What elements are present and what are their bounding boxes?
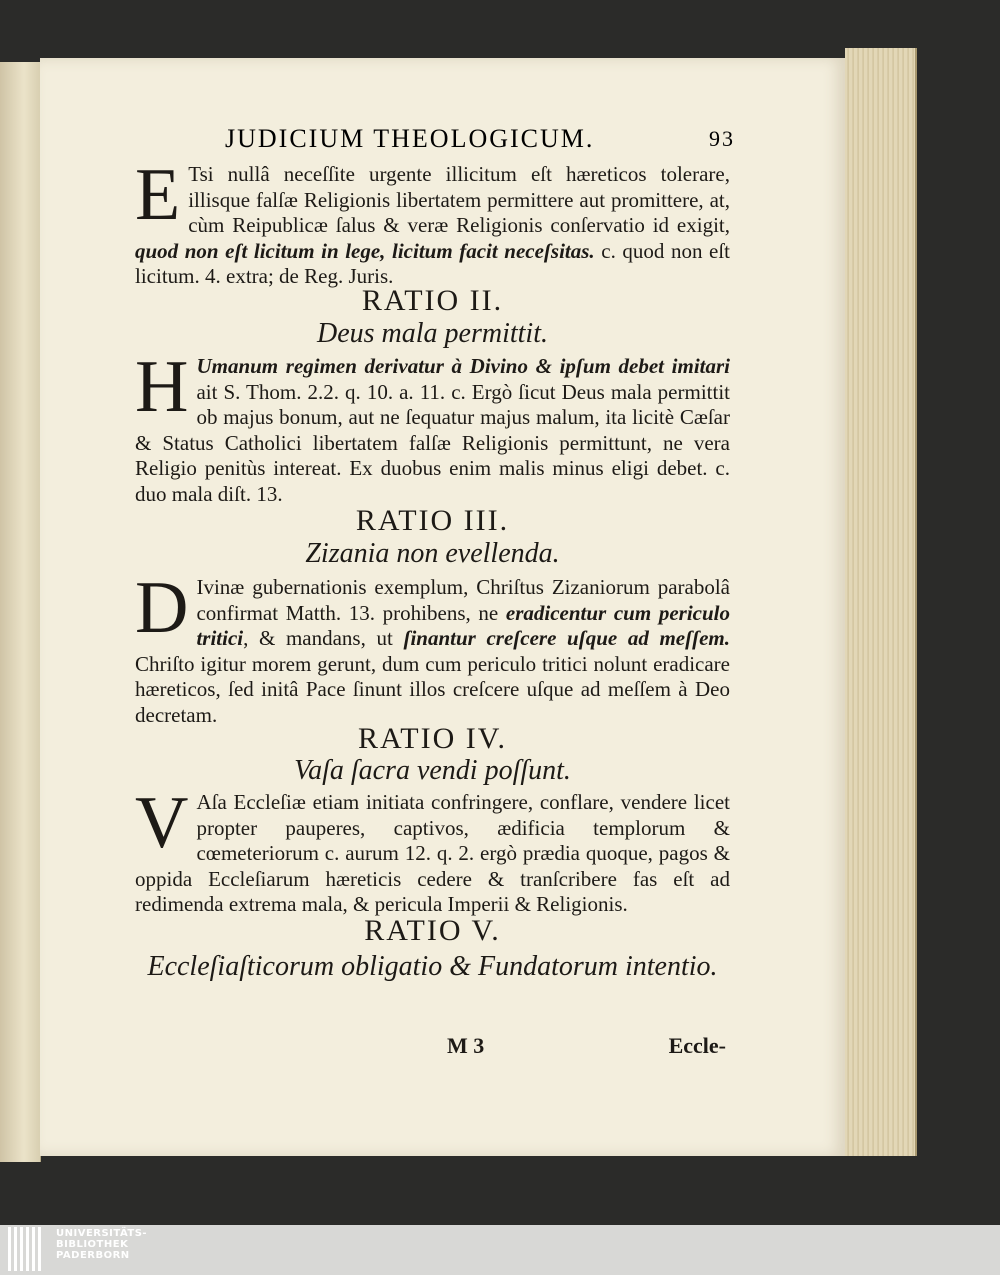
facing-page-edge — [0, 62, 41, 1162]
section-subheading: Zizania non evellenda. — [305, 538, 560, 569]
initial-letter: E — [135, 154, 181, 236]
library-bar — [0, 1225, 1000, 1275]
paragraph-2 — [135, 346, 730, 507]
library-name — [56, 1228, 147, 1261]
paragraph-text: c. quod non eſt licitum. 4. extra; de Reg. Juris. — [135, 238, 731, 288]
library-name-line: PADERBORN — [56, 1250, 130, 1261]
signature-mark: M 3 — [447, 1033, 485, 1058]
paragraph-text: Chriſto igitur morem gerunt, dum cum periculo tritici nolunt eradicare hæreticos, ſed initâ Pace ſinunt illos creſcere uſque ad meſſem à Deo decretam. — [135, 651, 730, 727]
italic-quote: quod non eſt licitum in lege, licitum facit neceſsitas. — [135, 238, 595, 263]
section-heading: RATIO IV. — [357, 722, 508, 755]
catchword: Eccle- — [668, 1033, 726, 1058]
library-name-line: BIBLIOTHEK — [56, 1239, 129, 1250]
paragraph-text: ait S. Thom. 2.2. q. 10. a. 11. c. Ergò ſicut Deus mala permittit ob majus bonum, aut ne ſequatur majus malum, ita licitè Cæſar & Status Catholici libertatem falſæ Religionis permittunt, ne vera Religio penitùs intereat. Ex duobus enim malis minus eligi debet. c. duo mala diſt. 13. — [135, 379, 730, 506]
initial-letter: H — [135, 346, 189, 428]
page-block-edges — [845, 48, 917, 1156]
section-heading: RATIO V. — [364, 914, 501, 947]
italic-quote: Umanum regimen derivatur à Divino & ipſum debet imitari — [196, 354, 730, 378]
paragraph-1 — [135, 154, 731, 290]
initial-letter: V — [135, 782, 189, 864]
paragraph-4 — [135, 782, 730, 918]
paragraph-text: Aſa Eccleſiæ etiam initiata confringere, conflare, vendere licet propter pauperes, captivos, ædificia templorum & cœmeteriorum c. aurum 12. q. 2. ergò prædia quoque, pagos & oppida Eccleſiarum hæreticis cedere & tranſcribere fas eſt ad redimenda extrema mala, & pericula Imperii & Religionis. — [135, 790, 730, 916]
section-subheading: Eccleſiaſticorum obligatio & Fundatorum intentio. — [147, 951, 718, 982]
initial-letter: D — [135, 567, 189, 649]
paragraph-3 — [135, 567, 730, 728]
running-head — [135, 124, 735, 158]
page-footer — [135, 1033, 730, 1063]
section-subheading: Deus mala permittit. — [317, 318, 548, 349]
italic-quote: ſinantur creſcere uſque ad meſſem. — [403, 626, 730, 650]
paragraph-text: , & mandans, ut — [243, 626, 404, 650]
page-number: 93 — [709, 126, 735, 151]
italic-quote: eradicentur cum periculo tritici — [196, 600, 730, 650]
paragraph-text: Ivinæ gubernationis exemplum, Chriſtus Zizaniorum parabolâ confirmat Matth. 13. prohibens, ne — [196, 575, 730, 625]
library-name-line: UNIVERSITÄTS- — [56, 1228, 148, 1239]
paragraph-text: Tsi nullâ neceſſite urgente illicitum eſt hæreticos tolerare, illisque falſæ Religionis libertatem permittere aut promittere, at, cùm Reipublicæ ſalus & veræ Religionis conſervatio id exigit, — [188, 162, 730, 237]
running-head-title: JUDICIUM THEOLOGICUM. — [225, 124, 595, 153]
section-subheading: Vaſa ſacra vendi poſſunt. — [294, 755, 571, 786]
section-heading: RATIO III. — [355, 504, 510, 537]
section-heading: RATIO II. — [361, 284, 504, 317]
library-logo-icon — [8, 1227, 48, 1273]
